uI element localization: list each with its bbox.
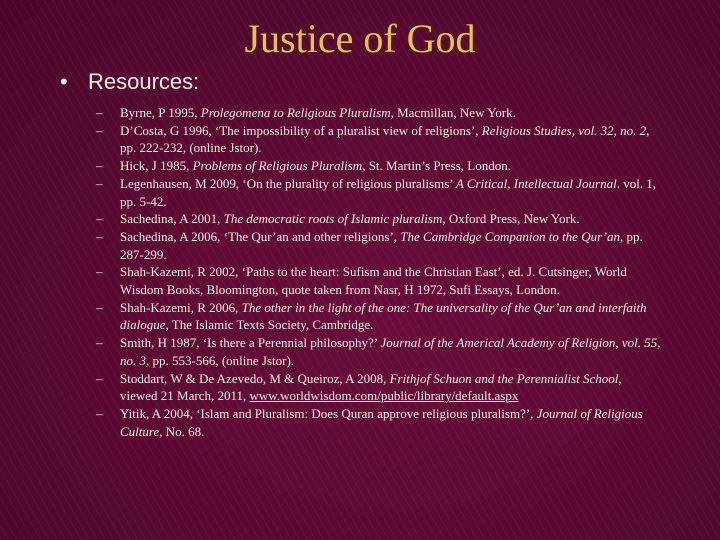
resources-heading: Resources: (88, 69, 200, 94)
reference-text: , St. Martin’s Press, London. (362, 158, 511, 174)
reference-item (96, 299, 662, 334)
reference-title: Prolegomena to Religious Pluralism (200, 105, 391, 120)
reference-title: Religious Studies, vol. 32, no. 2, (481, 122, 650, 138)
dash-marker: – (96, 405, 103, 421)
reference-text: Sachedina, A 2001, (120, 211, 224, 227)
reference-item (96, 370, 662, 405)
reference-text: , Oxford Press, New York. (442, 211, 580, 227)
reference-item (96, 405, 662, 440)
dash-marker: – (96, 122, 103, 138)
reference-text: Shah-Kazemi, R 2006, (120, 299, 242, 315)
dash-marker: – (96, 175, 103, 191)
dash-marker: – (96, 370, 103, 386)
reference-text: , Macmillan, New York. (390, 105, 516, 120)
reference-link[interactable]: www.worldwisdom.com/public/library/default.aspx (249, 388, 519, 404)
reference-title: The Cambridge Companion to the Qur’an (400, 228, 620, 244)
dash-marker: – (96, 211, 103, 227)
reference-text: Hick, J 1985, (120, 158, 193, 174)
reference-item (96, 263, 662, 298)
reference-title: Frithjof Schuon and the Perennialist School (389, 370, 619, 386)
reference-item (96, 157, 662, 175)
reference-item (96, 334, 662, 369)
reference-text: pp. 553-566, (online Jstor). (149, 352, 295, 368)
dash-marker: – (96, 158, 103, 174)
reference-text: Sachedina, A 2006, ‘The Qur’an and other religions’, (120, 228, 401, 244)
reference-item (96, 104, 662, 122)
reference-text: No. 68. (162, 423, 205, 439)
reference-item (96, 228, 662, 263)
slide-title: Justice of God (244, 16, 476, 61)
reference-text: Shah-Kazemi, R 2002, ‘Paths to the heart: Sufism and the Christian East’, ed. J. Cutsinger, World Wisdom Books, Bloomington, quote taken from Nasr, H 1972, Sufi Essays, London. (120, 264, 627, 298)
reference-text: Yitik, A 2004, ‘Islam and Pluralism: Does Quran approve religious pluralism?’, (120, 405, 537, 421)
reference-title: A Critical, Intellectual Journal (455, 175, 617, 191)
reference-list (96, 104, 662, 440)
dash-marker: – (96, 105, 103, 120)
dash-marker: – (96, 335, 103, 351)
dash-marker: – (96, 264, 103, 280)
reference-title: Problems of Religious Pluralism (192, 158, 363, 174)
reference-text: D’Costa, G 1996, ‘The impossibility of a pluralist view of religions’, (120, 122, 482, 138)
reference-text: Legenhausen, M 2009, ‘On the plurality of religious pluralisms’ (120, 175, 456, 191)
reference-text: , pp. 287-299. (120, 228, 643, 262)
reference-title: Journal of Religious Culture, (120, 405, 643, 439)
reference-text: Stoddart, W & De Azevedo, M & Queiroz, A 2008, (120, 370, 390, 386)
bullet-dot: • (60, 69, 68, 94)
reference-text: , The Islamic Texts Society, Cambridge. (165, 317, 374, 333)
reference-title: The democratic roots of Islamic pluralism (223, 211, 443, 227)
dash-marker: – (96, 228, 103, 244)
reference-item (96, 122, 662, 157)
reference-text: pp. 222-232, (online Jstor). (120, 140, 262, 156)
reference-text: . vol. 1, pp. 5-42. (120, 175, 657, 209)
reference-text: , viewed 21 March, 2011, (120, 370, 622, 404)
reference-text: Byrne, P 1995, (120, 105, 201, 120)
reference-item (96, 175, 662, 210)
reference-text: Smith, H 1987, ‘Is there a Perennial philosophy?’ (120, 335, 381, 351)
reference-title: The other in the light of the one: The universality of the Qur’an and interfaith dialogue (120, 299, 647, 333)
reference-title: Journal of the Americal Academy of Religion, vol. 55, no. 3, (120, 335, 661, 368)
dash-marker: – (96, 299, 103, 315)
resources-bullet (60, 69, 199, 95)
reference-item (96, 210, 662, 228)
